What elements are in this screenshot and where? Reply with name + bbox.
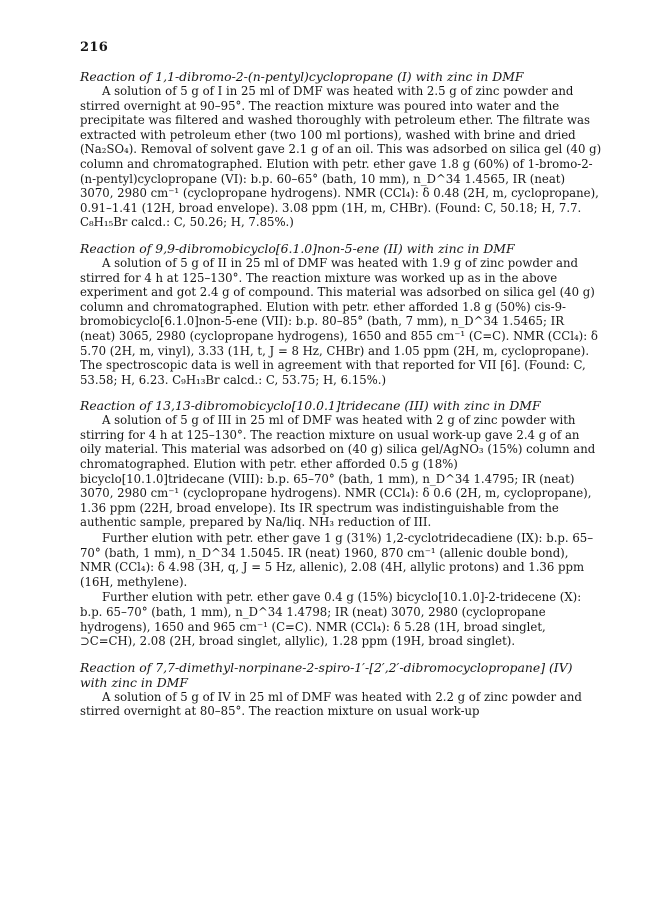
section-heading: Reaction of 7,7-dimethyl-norpinane-2-spiro-1′-[2′,2′-dibromocyclopropane] (IV) with zinc in DMF (80, 659, 573, 690)
paragraph: A solution of 5 g of III in 25 ml of DMF was heated with 2 g of zinc powder with stirring for 4 h at 125–130°. The reaction mixture on usual work-up gave 2.4 g of an oily material. This material was adsorbed on (40 g) silica gel/AgNO₃ (15%) column and chromatographed. Elution with petr. ether afforded 0.5 g (18%) bicyclo[10.1.0]tridecane (VIII): b.p. 65–70° (bath, 1 mm), n_D^34 1.4795; IR (neat) 3070, 2980 cm⁻¹ (cyclopropane hydrogens). NMR (CCl₄): δ 0.6 (2H, m, cyclopropane), 1.36 ppm (22H, broad envelope). Its IR spectrum was indistinguishable from the authentic sample, prepared by Na/liq. NH₃ reduction of III. (80, 413, 596, 530)
paragraph: A solution of 5 g of I in 25 ml of DMF was heated with 2.5 g of zinc powder and stirred overnight at 90–95°. The reaction mixture was poured into water and the precipitate was filtered and washed thoroughly with petroleum ether. The filtrate was extracted with petroleum ether (two 100 ml portions), washed with brine and dried (Na₂SO₄). Removal of solvent gave 2.1 g of an oil. This was adsorbed on silica gel (40 g) column and chromatographed. Elution with petr. ether gave 1.8 g (60%) of 1-bromo-2-(n-pentyl)cyclopropane (VI): b.p. 60–65° (bath, 10 mm), n_D^34 1.4565, IR (neat) 3070, 2980 cm⁻¹ (cyclopropane hydrogens). NMR (CCl₄): δ 0.48 (2H, m, cyclopropane), 0.91–1.41 (12H, broad envelope). 3.08 ppm (1H, m, CHBr). (Found: C, 50.18; H, 7.7. C₈H₁₅Br calcd.: C, 50.26; H, 7.85%.) (80, 84, 602, 230)
section-reaction-i (80, 69, 602, 230)
paragraph: Further elution with petr. ether gave 0.4 g (15%) bicyclo[10.1.0]-2-tridecene (X): b.p. 65–70° (bath, 1 mm), n_D^34 1.4798; IR (neat) 3070, 2980 (cyclopropane hydrogens), 1650 and 965 cm⁻¹ (C=C). NMR (CCl₄): δ 5.28 (1H, broad singlet, ⊃C=CH), 2.08 (2H, broad singlet, allylic), 1.28 ppm (19H, broad singlet). (80, 590, 582, 649)
paragraph: A solution of 5 g of II in 25 ml of DMF was heated with 1.9 g of zinc powder and stirred for 4 h at 125–130°. The reaction mixture was worked up as in the above experiment and got 2.4 g of compound. This material was adsorbed on silica gel (40 g) column and chromatographed. Elution with petr. ether afforded 1.8 g (50%) cis-9-bromobicyclo[6.1.0]non-5-ene (VII): b.p. 80–85° (bath, 7 mm), n_D^34 1.5465; IR (neat) 3065, 2980 (cyclopropane hydrogens), 1650 and 855 cm⁻¹ (C=C). NMR (CCl₄): δ 5.70 (2H, m, vinyl), 3.33 (1H, t, J = 8 Hz, CHBr) and 1.05 ppm (2H, m, cyclopropane). The spectroscopic data is well in agreement with that reported for VII [6]. (Found: C, 53.58; H, 6.23. C₉H₁₃Br calcd.: C, 53.75; H, 6.15%.) (80, 255, 598, 387)
paragraph: Further elution with petr. ether gave 1 g (31%) 1,2-cyclotridecadiene (IX): b.p. 65–70° (bath, 1 mm), n_D^34 1.5045. IR (neat) 1960, 870 cm⁻¹ (allenic double bond), NMR (CCl₄): δ 4.98 (3H, q, J = 5 Hz, allenic), 2.08 (4H, allylic protons) and 1.36 ppm (16H, methylene). (80, 531, 594, 589)
paragraph: A solution of 5 g of IV in 25 ml of DMF was heated with 2.2 g of zinc powder and stirred overnight at 80–85°. The reaction mixture on usual work-up (80, 689, 582, 719)
section-reaction-ii (80, 241, 602, 387)
section-heading: Reaction of 9,9-dibromobicyclo[6.1.0]non-5-ene (II) with zinc in DMF (80, 240, 515, 256)
section-reaction-iv (80, 660, 602, 719)
section-heading: Reaction of 1,1-dibromo-2-(n-pentyl)cyclopropane (I) with zinc in DMF (80, 69, 524, 84)
section-reaction-iii (80, 398, 602, 649)
page-number: 216 (80, 40, 109, 55)
section-heading: Reaction of 13,13-dibromobicyclo[10.0.1]tridecane (III) with zinc in DMF (80, 398, 541, 414)
